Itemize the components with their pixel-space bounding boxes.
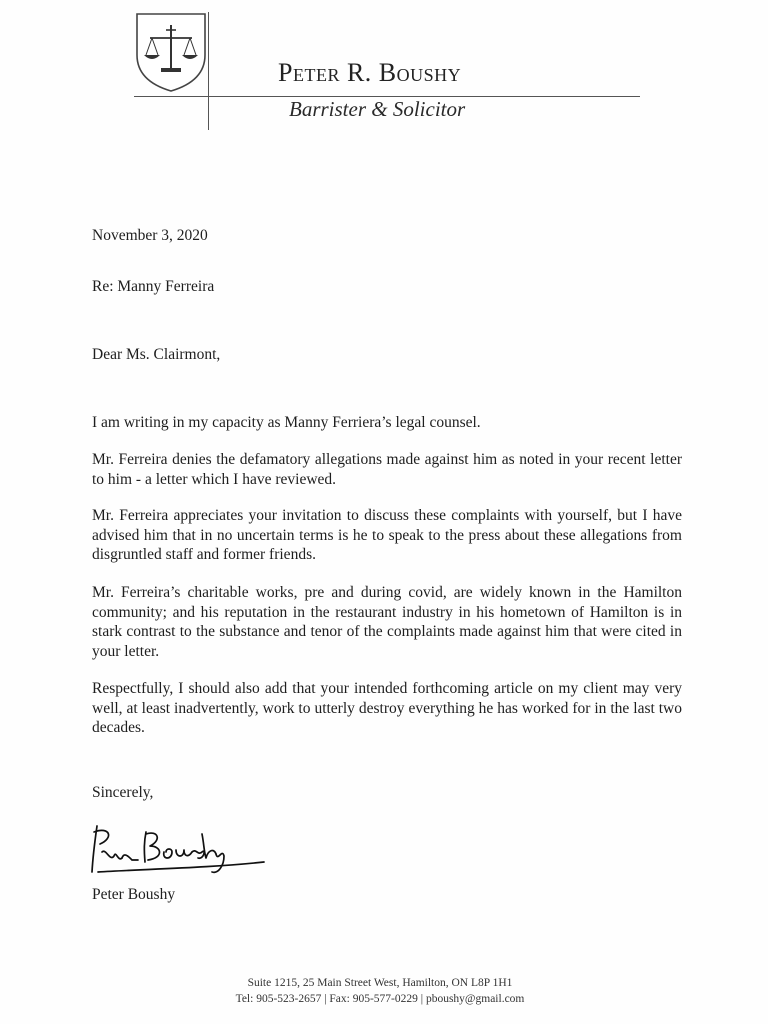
letter-paragraph: I am writing in my capacity as Manny Ferriera’s legal counsel. xyxy=(92,414,481,431)
signer-name: Peter Boushy xyxy=(92,886,176,903)
letter-paragraph: Respectfully, I should also add that your intended forthcoming article on my client may very well, at least inadvertently, work to utterly destroy everything he has worked for in the last two decades. xyxy=(92,680,682,736)
handwritten-signature xyxy=(88,822,268,880)
footer-contact: Tel: 905-523-2657 | Fax: 905-577-0229 | pboushy@gmail.com xyxy=(235,993,525,1005)
footer-address: Suite 1215, 25 Main Street West, Hamilton, ON L8P 1H1 xyxy=(247,977,513,989)
letter-closing: Sincerely, xyxy=(92,784,154,801)
letter-paragraph: Mr. Ferreira’s charitable works, pre and during covid, are widely known in the Hamilton community; and his reputation in the restaurant industry in his hometown of Hamilton is in stark contrast to the substance and tenor of the complaints made against him that were cited in your letter. xyxy=(92,584,682,660)
letterhead-vertical-rule xyxy=(208,12,209,130)
letterhead-title: Barrister & Solicitor xyxy=(289,97,466,121)
letter-salutation: Dear Ms. Clairmont, xyxy=(92,346,221,363)
letter-date: November 3, 2020 xyxy=(92,227,208,244)
scales-of-justice-shield-icon xyxy=(134,11,208,93)
letter-paragraph: Mr. Ferreira appreciates your invitation to discuss these complaints with yourself, but I have advised him that in no uncertain terms is he to speak to the press about these allegations from disgruntled staff and former friends. xyxy=(92,507,682,563)
letterhead-footer xyxy=(170,975,590,1007)
letter-subject: Re: Manny Ferreira xyxy=(92,278,215,295)
letterhead-name: Peter R. Boushy xyxy=(278,58,462,87)
letter-paragraph: Mr. Ferreira denies the defamatory allegations made against him as noted in your recent letter to him - a letter which I have reviewed. xyxy=(92,451,682,488)
